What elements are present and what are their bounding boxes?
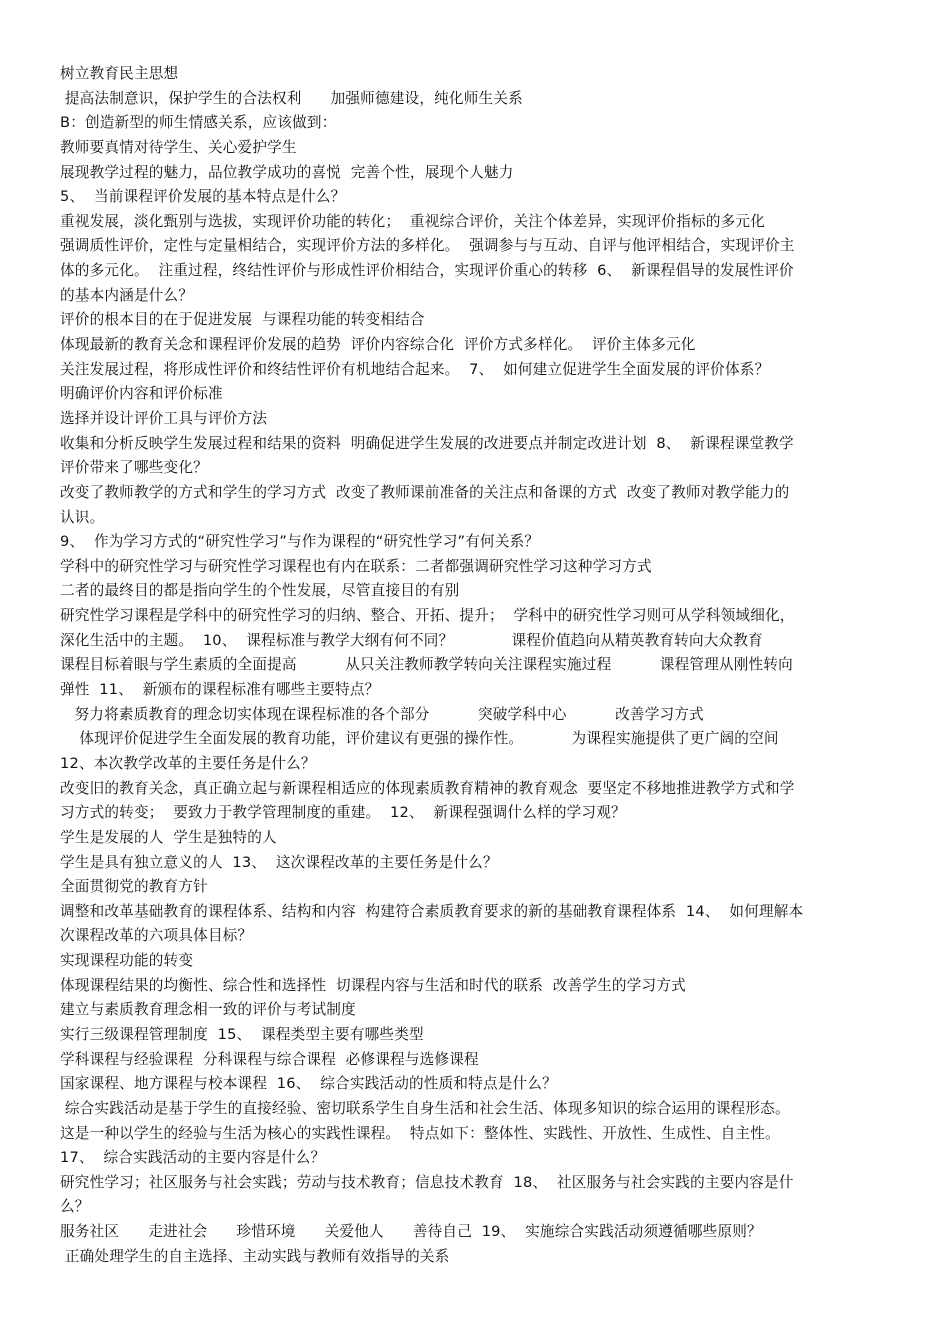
text-line: 研究性学习；社区服务与社会实践；劳动与技术教育；信息技术教育 18、 社区服务与社会实践的主要内容是什 — [60, 1173, 794, 1191]
text-line: 国家课程、地方课程与校本课程 16、 综合实践活动的性质和特点是什么？ — [60, 1075, 557, 1093]
text-line: 提高法制意识，保护学生的合法权利 加强师德建设，纯化师生关系 — [60, 89, 523, 107]
text-line: 实现课程功能的转变 — [60, 952, 194, 970]
text-line: 全面贯彻党的教育方针 — [60, 878, 208, 896]
text-line: 二者的最终目的都是指向学生的个性发展，尽管直接目的有别 — [60, 582, 460, 600]
text-line: 教师要真情对待学生、关心爱护学生 — [60, 138, 297, 156]
text-line: 评价的根本目的在于促进发展 与课程功能的转变相结合 — [60, 311, 425, 329]
text-line: 习方式的转变； 要致力于教学管理制度的重建。 12、 新课程强调什么样的学习观？ — [60, 804, 626, 822]
text-line: 明确评价内容和评价标准 — [60, 385, 223, 403]
text-line: 次课程改革的六项具体目标？ — [60, 927, 253, 945]
text-line: 体现最新的教育关念和课程评价发展的趋势 评价内容综合化 评价方式多样化。 评价主体多元化 — [60, 336, 696, 354]
text-line: 9、 作为学习方式的“研究性学习”与作为课程的“研究性学习”有何关系？ — [60, 533, 540, 551]
text-line: 体现课程结果的均衡性、综合性和选择性 切课程内容与生活和时代的联系 改善学生的学习方式 — [60, 976, 686, 994]
text-line: 认识。 — [60, 508, 105, 526]
text-line: 正确处理学生的自主选择、主动实践与教师有效指导的关系 — [60, 1247, 450, 1265]
text-line: 收集和分析反映学生发展过程和结果的资料 明确促进学生发展的改进要点并制定改进计划 8、 新课程课堂教学 — [60, 434, 794, 452]
text-line: 12、本次教学改革的主要任务是什么？ — [60, 754, 316, 772]
text-line: 展现教学过程的魅力，品位教学成功的喜悦 完善个性，展现个人魅力 — [60, 163, 514, 181]
text-line: 研究性学习课程是学科中的研究性学习的归纳、整合、开拓、提升； 学科中的研究性学习则可从学科领域细化， — [60, 607, 795, 625]
text-line: 的基本内涵是什么？ — [60, 286, 194, 304]
text-line: 体现评价促进学生全面发展的教育功能，评价建议有更强的操作性。 为课程实施提供了更广阔的空间 — [60, 730, 779, 748]
text-line: 评价带来了哪些变化？ — [60, 459, 208, 477]
text-line: 综合实践活动是基于学生的直接经验、密切联系学生自身生活和社会生活、体现多知识的综合运用的课程形态。 — [60, 1099, 790, 1117]
text-line: 这是一种以学生的经验与生活为核心的实践性课程。 特点如下：整体性、实践性、开放性、生成性、自主性。 — [60, 1124, 780, 1142]
text-line: 5、 当前课程评价发展的基本特点是什么？ — [60, 188, 346, 206]
text-line: 课程目标着眼与学生素质的全面提高 从只关注教师教学转向关注课程实施过程 课程管理从刚性转向 — [60, 656, 793, 674]
text-line: 学科课程与经验课程 分科课程与综合课程 必修课程与选修课程 — [60, 1050, 479, 1068]
text-line: 学生是发展的人 学生是独特的人 — [60, 828, 277, 846]
text-line: 么？ — [60, 1198, 90, 1216]
text-line: B：创造新型的师生情感关系，应该做到： — [60, 114, 337, 132]
text-line: 强调质性评价，定性与定量相结合，实现评价方法的多样化。 强调参与与互动、自评与他评相结合，实现评价主 — [60, 237, 795, 255]
text-line: 树立教育民主思想 — [60, 65, 179, 82]
text-line: 学科中的研究性学习与研究性学习课程也有内在联系：二者都强调研究性学习这种学习方式 — [60, 557, 652, 575]
text-line: 实行三级课程管理制度 15、 课程类型主要有哪些类型 — [60, 1025, 424, 1043]
text-line: 学生是具有独立意义的人 13、 这次课程改革的主要任务是什么？ — [60, 853, 498, 871]
text-line: 服务社区 走进社会 珍惜环境 关爱他人 善待自己 19、 实施综合实践活动须遵循哪些原则？ — [60, 1223, 762, 1241]
document-body — [60, 62, 894, 1269]
text-line: 弹性 11、 新颁布的课程标准有哪些主要特点？ — [60, 681, 380, 699]
text-line: 改变了教师教学的方式和学生的学习方式 改变了教师课前准备的关注点和备课的方式 改变了教师对教学能力的 — [60, 483, 790, 501]
text-line: 关注发展过程，将形成性评价和终结性评价有机地结合起来。 7、 如何建立促进学生全面发展的评价体系？ — [60, 360, 770, 378]
text-line: 重视发展，淡化甄别与选拔，实现评价功能的转化； 重视综合评价，关注个体差异，实现评价指标的多元化 — [60, 212, 765, 230]
text-line: 建立与素质教育理念相一致的评价与考试制度 — [60, 1001, 356, 1019]
text-line: 调整和改革基础教育的课程体系、结构和内容 构建符合素质教育要求的新的基础教育课程体系 14、 如何理解本 — [60, 902, 804, 920]
text-line: 努力将素质教育的理念切实体现在课程标准的各个部分 突破学科中心 改善学习方式 — [60, 705, 704, 723]
text-line: 17、 综合实践活动的主要内容是什么？ — [60, 1149, 326, 1167]
text-line: 体的多元化。 注重过程，终结性评价与形成性评价相结合，实现评价重心的转移 6、 新课程倡导的发展性评价 — [60, 262, 794, 280]
text-line: 选择并设计评价工具与评价方法 — [60, 409, 268, 427]
text-line: 深化生活中的主题。 10、 课程标准与教学大纲有何不同？ 课程价值趋向从精英教育转向大众教育 — [60, 631, 763, 649]
text-line: 改变旧的教育关念，真正确立起与新课程相适应的体现素质教育精神的教育观念 要坚定不移地推进教学方式和学 — [60, 779, 795, 797]
